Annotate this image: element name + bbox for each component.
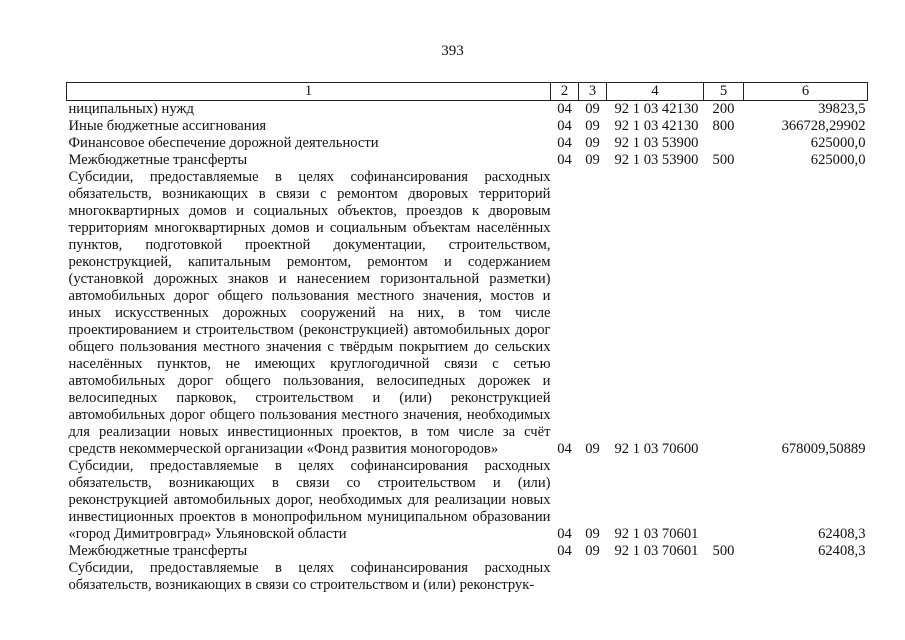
header-col-5: 5 [704,83,744,101]
row-section: 04 [557,526,572,542]
row-name: Финансовое обеспечение дорожной деятельности [68,135,379,151]
header-col-6: 6 [744,83,868,101]
row-name: Иные бюджетные ассигнования [68,118,267,134]
row-section: 04 [557,543,572,559]
header-col-2: 2 [551,83,579,101]
row-target-code: 92 1 03 70601 [614,526,699,542]
row-subsection: 09 [585,441,600,457]
row-section: 04 [557,118,572,134]
header-col-3: 3 [579,83,607,101]
table-row [67,135,868,152]
row-amount: 62408,3 [818,543,866,559]
table-header-row [67,83,868,101]
row-section: 04 [557,152,572,168]
row-amount: 62408,3 [818,526,866,542]
row-target-code [607,560,704,594]
row-name: Субсидии, предоставляемые в целях софинансирования расходных обязательств, возникающих в связи с ремонтом дворовых территорий многоквартирных домов и социальных объектов, проездов к дворовым территориям многоквартирных домов и социальным объектам населённых пунктов, подготовкой проектной документации, строительством, реконструкцией, капитальным ремонтом, ремонтом и содержанием (установкой дорожных знаков и нанесением горизонтальной разметки) автомобильных дорог общего пользования местного значения, мостов и иных искусственных дорожных сооружений на них, в том числе проектированием и строительством (реконструкцией) автомобильных дорог общего пользования местного значения с твёрдым покрытием до сельских населённых пунктов, не имеющих круглогодичной связи с сетью автомобильных дорог общего пользования, велосипедных дорожек и велосипедных парковок, строительством и (или) реконструкцией автомобильных дорог общего пользования местного значения, необходимых для реализации новых инвестиционных проектов, в том числе за счёт средств некоммерческой организации «Фонд развития моногородов» [68,169,551,457]
row-expense-type [704,560,744,594]
row-name: Субсидии, предоставляемые в целях софинансирования расходных обязательств, возникающих в связи со строительством и (или) реконструк- [68,560,551,593]
row-section: 04 [557,441,572,457]
row-target-code: 92 1 03 70601 [614,543,699,559]
row-target-code: 92 1 03 42130 [614,101,699,117]
table-row [67,101,868,119]
row-expense-type [704,458,744,543]
row-expense-type: 500 [712,543,735,559]
table-row [67,169,868,458]
row-name: Субсидии, предоставляемые в целях софинансирования расходных обязательств, возникающих в связи со строительством и (или) реконструкцией автомобильных дорог, необходимых для реализации новых инвестиционных проектов в монопрофильном муниципальном образовании «город Димитровград» Ульяновской области [68,458,551,542]
row-subsection: 09 [585,101,600,117]
table-row [67,118,868,135]
row-amount: 625000,0 [810,135,866,151]
row-target-code: 92 1 03 42130 [614,118,699,134]
row-target-code: 92 1 03 70600 [614,441,699,457]
row-expense-type [704,135,744,152]
row-amount [744,560,868,594]
row-subsection: 09 [585,543,600,559]
budget-table [66,82,868,594]
row-target-code: 92 1 03 53900 [614,135,699,151]
row-amount: 678009,50889 [781,441,866,457]
row-subsection: 09 [585,135,600,151]
header-col-1: 1 [67,83,551,101]
row-expense-type: 800 [712,118,735,134]
row-expense-type [704,169,744,458]
header-col-4: 4 [607,83,704,101]
row-section: 04 [557,101,572,117]
page-number: 393 [441,43,464,59]
row-subsection: 09 [585,118,600,134]
row-section: 04 [557,135,572,151]
row-subsection: 09 [585,152,600,168]
row-name: Межбюджетные трансферты [68,543,248,559]
row-amount: 39823,5 [818,101,866,117]
table-row [67,152,868,169]
row-amount: 366728,29902 [781,118,866,134]
row-target-code: 92 1 03 53900 [614,152,699,168]
row-subsection [579,560,607,594]
row-name: ниципальных) нужд [68,101,194,117]
table-row [67,560,868,594]
table-row [67,543,868,560]
row-expense-type: 500 [712,152,735,168]
row-subsection: 09 [585,526,600,542]
table-row [67,458,868,543]
row-expense-type: 200 [712,101,735,117]
row-section [551,560,579,594]
row-name: Межбюджетные трансферты [68,152,248,168]
row-amount: 625000,0 [810,152,866,168]
